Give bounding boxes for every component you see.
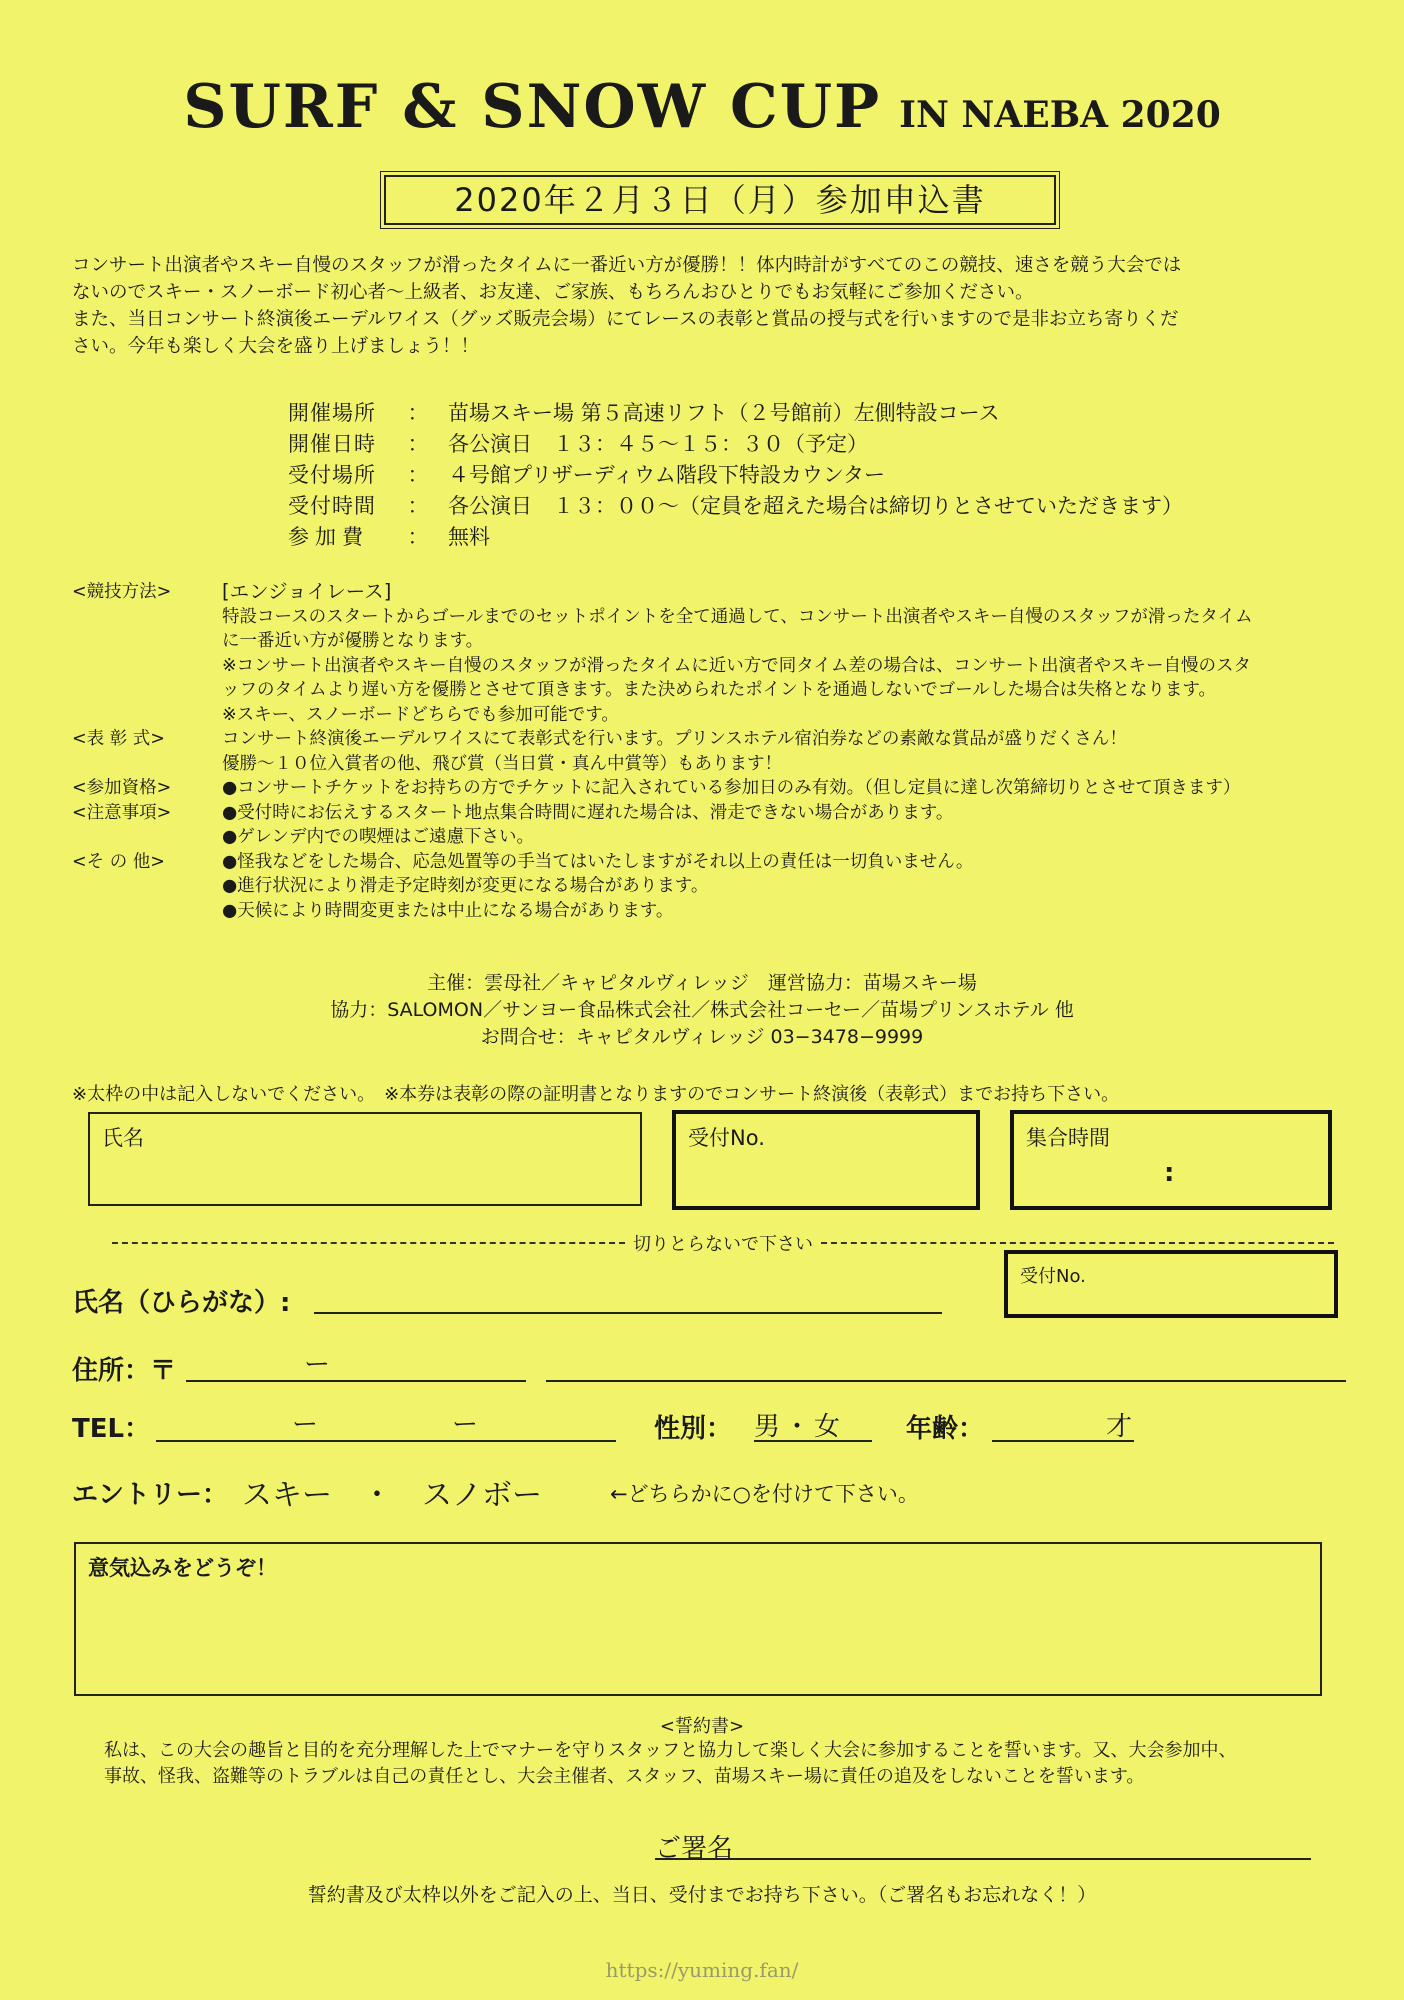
intro-line: ないのでスキー・スノーボード初心者～上級者、お友達、ご家族、もちろんおひとりでもお気軽にご参加ください。 [72,282,1034,303]
info-value: 各公演日 １３：４５～１５：３０（予定） [448,432,868,456]
rule-label: <競技方法> [72,582,172,602]
intro-line: また、当日コンサート終演後エーデルワイス（グッズ販売会場）にてレースの表彰と賞品の授与式を行いますので是非お立ち寄りくだ [72,309,1179,330]
entry-options[interactable]: スキー ・ スノボー [242,1478,542,1513]
info-value: ４号館プリザーディウム階段下特設カウンター [448,463,886,487]
rules-section [72,580,1362,923]
rule-line: ●天候により時間変更または中止になる場合があります。 [222,900,674,921]
motivation-box[interactable] [74,1542,1322,1696]
cut-line-text: 切りとらないで下さい [633,1234,813,1255]
rule-line: ●ゲレンデ内での喫煙はご遠慮下さい。 [222,827,534,847]
rule-line: ●進行状況により滑走予定時刻が変更になる場合があります。 [222,876,709,896]
signature-field[interactable] [655,1858,1311,1860]
entry-note: ←どちらかに○を付けて下さい。 [610,1482,919,1506]
info-row [288,398,1183,429]
page-title [0,72,1404,142]
rule-eligibility [72,776,1362,801]
footer-note: 誓約書及び太枠以外をご記入の上、当日、受付までお持ち下さい。（ご署名もお忘れなく！） [307,1884,1097,1906]
rule-text [222,801,1362,850]
rule-label: <そ の 他> [72,851,165,872]
info-sep: ： [407,494,429,518]
stub-reception-label: 受付No. [688,1126,765,1150]
age-unit: 才 [1106,1412,1133,1442]
rule-line: 優勝～１０位入賞者の他、飛び賞（当日賞・真ん中賞等）もあります！ [222,753,782,774]
info-row [288,460,1183,491]
rule-award [72,727,1362,776]
rule-line: ッフのタイムより遅い方を優勝とさせて頂きます。また決められたポイントを通過しないでゴールした場合は失格となります。 [222,680,1216,700]
rule-line: ※スキー、スノーボードどちらでも参加可能です。 [222,704,619,725]
rule-line: に一番近い方が優勝となります。 [222,631,484,651]
intro-line: さい。今年も楽しく大会を盛り上げましょう！！ [72,336,480,357]
oath-text [104,1738,1344,1790]
rule-label: <表 彰 式> [72,729,165,749]
oath-title: <誓約書> [659,1716,745,1737]
rule-line: コンサート終演後エーデルワイスにて表彰式を行います。プリンスホテル宿泊券などの素敵な賞品が盛りだくさん！ [222,729,1127,749]
title-sub: IN NAEBA 2020 [899,94,1221,136]
info-key: 開催場所 [288,401,376,425]
rule-text [222,776,1362,801]
rule-text [222,850,1362,924]
address-field[interactable] [546,1380,1346,1382]
stub-assembly-label: 集合時間 [1026,1126,1110,1150]
info-value: 苗場スキー場 第５高速リフト（２号館前）左側特設コース [448,401,1000,425]
info-row [288,522,1183,553]
rule-label: <注意事項> [72,802,172,823]
age-label: 年齢： [906,1414,985,1444]
rule-text [222,580,1362,727]
signature-label: ご署名 [655,1834,734,1864]
rule-label: <参加資格> [72,778,172,798]
stub-assembly-box [1010,1110,1332,1210]
notice-text: ※太枠の中は記入しないでください。 ※本券は表彰の際の証明書となりますのでコンサート終演後（表彰式）までお持ち下さい。 [72,1084,1120,1105]
entry-label: エントリー： [72,1480,229,1510]
stub-name-box[interactable] [88,1112,642,1206]
postal-dash: ー [304,1350,331,1380]
info-key: 受付時間 [288,494,376,518]
info-key: 受付場所 [288,463,376,487]
stub-name-label: 氏名 [102,1126,144,1150]
event-info [288,398,1183,553]
address-field-label: 住所：〒 [72,1356,177,1386]
rule-line: ●怪我などをした場合、応急処置等の手当てはいたしますがそれ以上の責任は一切負いません。 [222,851,974,872]
info-key: 開催日時 [288,432,376,456]
motivation-label: 意気込みをどうぞ！ [88,1556,277,1580]
info-row [288,429,1183,460]
watermark: https://yuming.fan/ [605,1958,799,1982]
intro-line: コンサート出演者やスキー自慢のスタッフが滑ったタイムに一番近い方が優勝！！体内時計がすべてのこの競技、速さを競う大会では [72,255,1182,276]
stub-assembly-colon: : [1164,1158,1175,1188]
oath-line: 事故、怪我、盗難等のトラブルは自己の責任とし、大会主催者、スタッフ、苗場スキー場に責任の追及をしないことを誓います。 [104,1766,1145,1787]
rule-cautions [72,801,1362,850]
organizer-line: 協力：SALOMON／サンヨー食品株式会社／株式会社コーセー／苗場プリンスホテル 他 [330,999,1074,1021]
form-reception-box [1004,1250,1338,1318]
gender-options[interactable]: 男・女 [754,1412,845,1442]
info-key: 参加費 [288,525,369,549]
organizers [0,970,1404,1051]
info-sep: ： [407,525,429,549]
postal-code-field[interactable] [186,1380,526,1382]
gender-label: 性別： [654,1414,733,1444]
rule-line: ●コンサートチケットをお持ちの方でチケットに記入されている参加日のみ有効。（但し定員に達し次第締切りとさせて頂きます） [222,778,1241,798]
form-subtitle: 2020年２月３日（月）参加申込書 [384,175,1056,225]
rule-line: 特設コースのスタートからゴールまでのセットポイントを全て通過して、コンサート出演者やスキー自慢のスタッフが滑ったタイム [222,606,1253,627]
info-sep: ： [407,463,429,487]
rule-competition [72,580,1362,727]
tel-field[interactable] [156,1440,616,1442]
rule-line: ※コンサート出演者やスキー自慢のスタッフが滑ったタイムに近い方で同タイム差の場合は、コンサート出演者やスキー自慢のスタ [222,655,1251,676]
rule-other [72,850,1362,924]
name-field[interactable] [314,1312,942,1314]
cut-dash-right [821,1242,1334,1244]
intro-text [72,252,1342,360]
contact-line: お問合せ：キャピタルヴィレッジ 03−3478−9999 [480,1026,924,1048]
info-row [288,491,1183,522]
stub-reception-box [672,1110,980,1210]
organizer-line: 主催：雲母社／キャピタルヴィレッジ 運営協力：苗場スキー場 [427,972,977,994]
rule-line: ●受付時にお伝えするスタート地点集合時間に遅れた場合は、滑走できない場合があります。 [222,802,954,823]
cut-dash-left [112,1242,625,1244]
title-main: SURF & SNOW CUP [183,72,882,142]
gender-underline [754,1440,872,1442]
info-value: 各公演日 １３：００～（定員を超えた場合は締切りとさせていただきます） [448,494,1183,518]
oath-line: 私は、この大会の趣旨と目的を充分理解した上でマナーを守りスタッフと協力して楽しく大会に参加することを誓います。又、大会参加中、 [104,1740,1237,1761]
tel-dash-2: ー [452,1410,479,1440]
rule-text [222,727,1362,776]
form-reception-label: 受付No. [1020,1266,1086,1287]
info-sep: ： [407,401,429,425]
tel-dash-1: ー [292,1410,319,1440]
name-field-label: 氏名（ひらがな）: [72,1288,291,1318]
info-sep: ： [407,432,429,456]
info-value: 無料 [448,525,490,549]
tel-field-label: TEL： [72,1414,151,1444]
rule-line: [エンジョイレース] [222,580,392,603]
